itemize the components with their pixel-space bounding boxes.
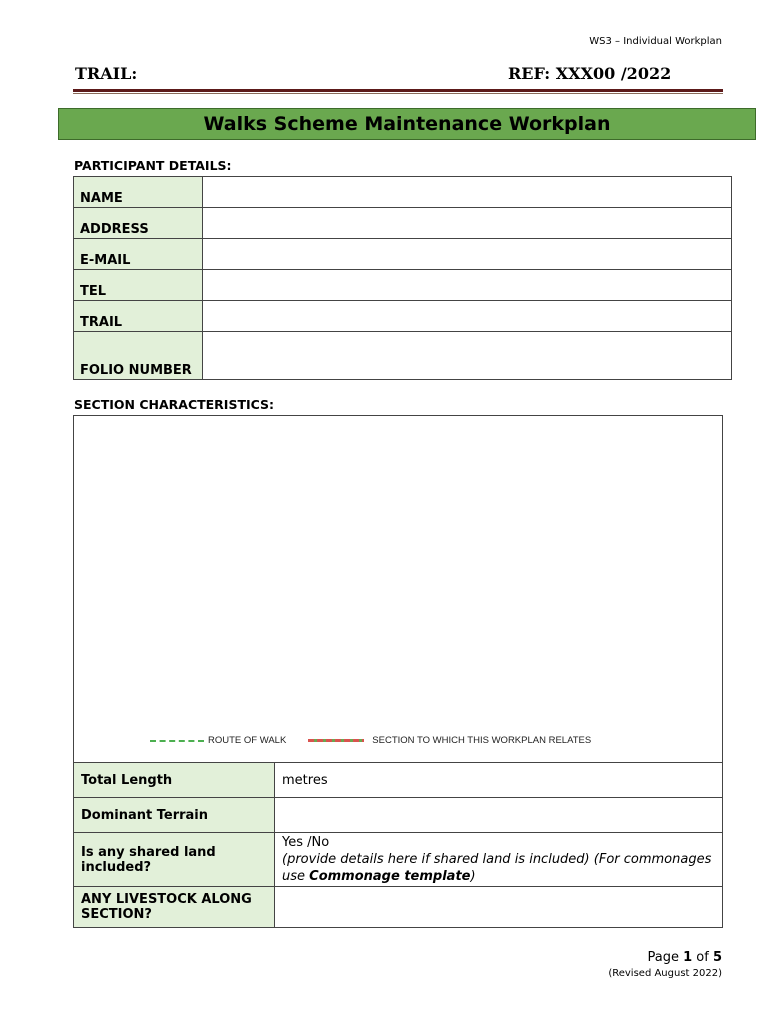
section-line-icon	[308, 739, 364, 742]
page-prefix: Page	[647, 950, 684, 965]
livestock-label: ANY LIVESTOCK ALONG SECTION?	[74, 887, 275, 928]
folio-number-label: FOLIO NUMBER	[74, 332, 203, 380]
table-row	[74, 177, 732, 208]
page-current: 1	[683, 950, 693, 965]
name-label: NAME	[74, 177, 203, 208]
table-row	[74, 798, 723, 833]
metres-unit: metres	[282, 772, 328, 788]
shared-land-hint-close: )	[470, 869, 476, 884]
participant-details-heading: PARTICIPANT DETAILS:	[74, 158, 232, 173]
shared-land-field[interactable]	[275, 833, 723, 887]
map-area[interactable]	[73, 415, 723, 762]
tel-label: TEL	[74, 270, 203, 301]
section-characteristics-heading: SECTION CHARACTERISTICS:	[74, 397, 275, 412]
shared-land-hint: (provide details here if shared land is included) (For commonages use	[282, 852, 712, 884]
route-line-icon	[150, 740, 204, 742]
total-length-label: Total Length	[74, 763, 275, 798]
header-divider	[73, 89, 723, 92]
name-field[interactable]	[203, 177, 732, 208]
page-total: 5	[712, 950, 722, 965]
page-of: of	[692, 950, 713, 965]
address-label: ADDRESS	[74, 208, 203, 239]
trail-field[interactable]	[203, 301, 732, 332]
map-legend	[150, 735, 591, 746]
yes-no-text: Yes /No	[282, 835, 330, 850]
folio-number-field[interactable]	[203, 332, 732, 380]
revision-date: (Revised August 2022)	[608, 968, 722, 979]
section-details-table	[73, 762, 723, 928]
header-divider-thin	[73, 93, 723, 94]
shared-land-label: Is any shared land included?	[74, 833, 275, 887]
email-label: E-MAIL	[74, 239, 203, 270]
participant-details-table	[73, 176, 732, 380]
tel-field[interactable]	[203, 270, 732, 301]
table-row	[74, 270, 732, 301]
table-row	[74, 332, 732, 380]
trail-row-label: TRAIL	[74, 301, 203, 332]
page-number	[648, 950, 723, 965]
table-row	[74, 833, 723, 887]
table-row	[74, 208, 732, 239]
legend-section-label: SECTION TO WHICH THIS WORKPLAN RELATES	[372, 735, 592, 746]
table-row	[74, 763, 723, 798]
trail-label: TRAIL:	[75, 64, 138, 83]
legend-route-label: ROUTE OF WALK	[208, 735, 287, 746]
reference-number: REF: XXX00 /2022	[508, 64, 672, 83]
commonage-template-link: Commonage template	[309, 869, 471, 884]
dominant-terrain-label: Dominant Terrain	[74, 798, 275, 833]
address-field[interactable]	[203, 208, 732, 239]
dominant-terrain-field[interactable]	[275, 798, 723, 833]
table-row	[74, 301, 732, 332]
document-title: Walks Scheme Maintenance Workplan	[58, 108, 756, 140]
total-length-field[interactable]	[275, 763, 723, 798]
email-field[interactable]	[203, 239, 732, 270]
table-row	[74, 239, 732, 270]
document-reference: WS3 – Individual Workplan	[589, 36, 722, 47]
table-row	[74, 887, 723, 928]
livestock-field[interactable]	[275, 887, 723, 928]
